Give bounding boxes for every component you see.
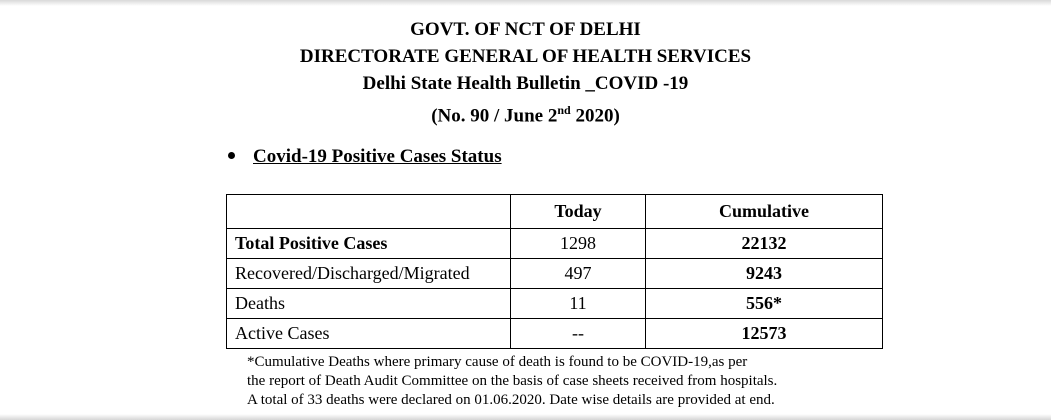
footnote: [247, 353, 777, 410]
header-cell-today: Today: [511, 195, 646, 229]
row-label: Recovered/Discharged/Migrated: [227, 259, 511, 289]
row-today: 497: [511, 259, 646, 289]
row-cumulative: 556*: [646, 289, 883, 319]
section-title: Covid-19 Positive Cases Status: [253, 146, 502, 167]
row-today: --: [511, 319, 646, 349]
table-row: [227, 319, 883, 349]
row-cumulative: 9243: [646, 259, 883, 289]
row-cumulative: 12573: [646, 319, 883, 349]
directorate-title: DIRECTORATE GENERAL OF HEALTH SERVICES: [299, 46, 752, 67]
row-today: 1298: [511, 229, 646, 259]
row-label: Total Positive Cases: [227, 229, 511, 259]
bullet-icon: [228, 152, 235, 159]
footnote-line: the report of Death Audit Committee on the basis of case sheets received from hospitals.: [247, 373, 778, 389]
bulletin-number: (No. 90 / June 2nd 2020): [431, 103, 620, 127]
header-cell-cumulative: Cumulative: [646, 195, 883, 229]
section-heading: [228, 146, 502, 168]
bulletin-header: [0, 16, 1051, 127]
header-cell-label: [227, 195, 511, 229]
row-label: Active Cases: [227, 319, 511, 349]
footnote-line: A total of 33 deaths were declared on 01.06.2020. Date wise details are provided at end.: [247, 392, 775, 408]
row-cumulative: 22132: [646, 229, 883, 259]
footnote-line: *Cumulative Deaths where primary cause of death is found to be COVID-19,as per: [247, 354, 748, 370]
govt-title: GOVT. OF NCT OF DELHI: [410, 19, 641, 40]
table-header-row: [227, 195, 883, 229]
cases-status-table: [226, 194, 883, 349]
top-edge-shadow: [0, 0, 1051, 6]
row-label: Deaths: [227, 289, 511, 319]
table-row: [227, 259, 883, 289]
table-row: [227, 229, 883, 259]
table-row: [227, 289, 883, 319]
row-today: 11: [511, 289, 646, 319]
bottom-edge-shadow: [0, 414, 1051, 420]
bulletin-title: Delhi State Health Bulletin _COVID -19: [362, 73, 689, 94]
